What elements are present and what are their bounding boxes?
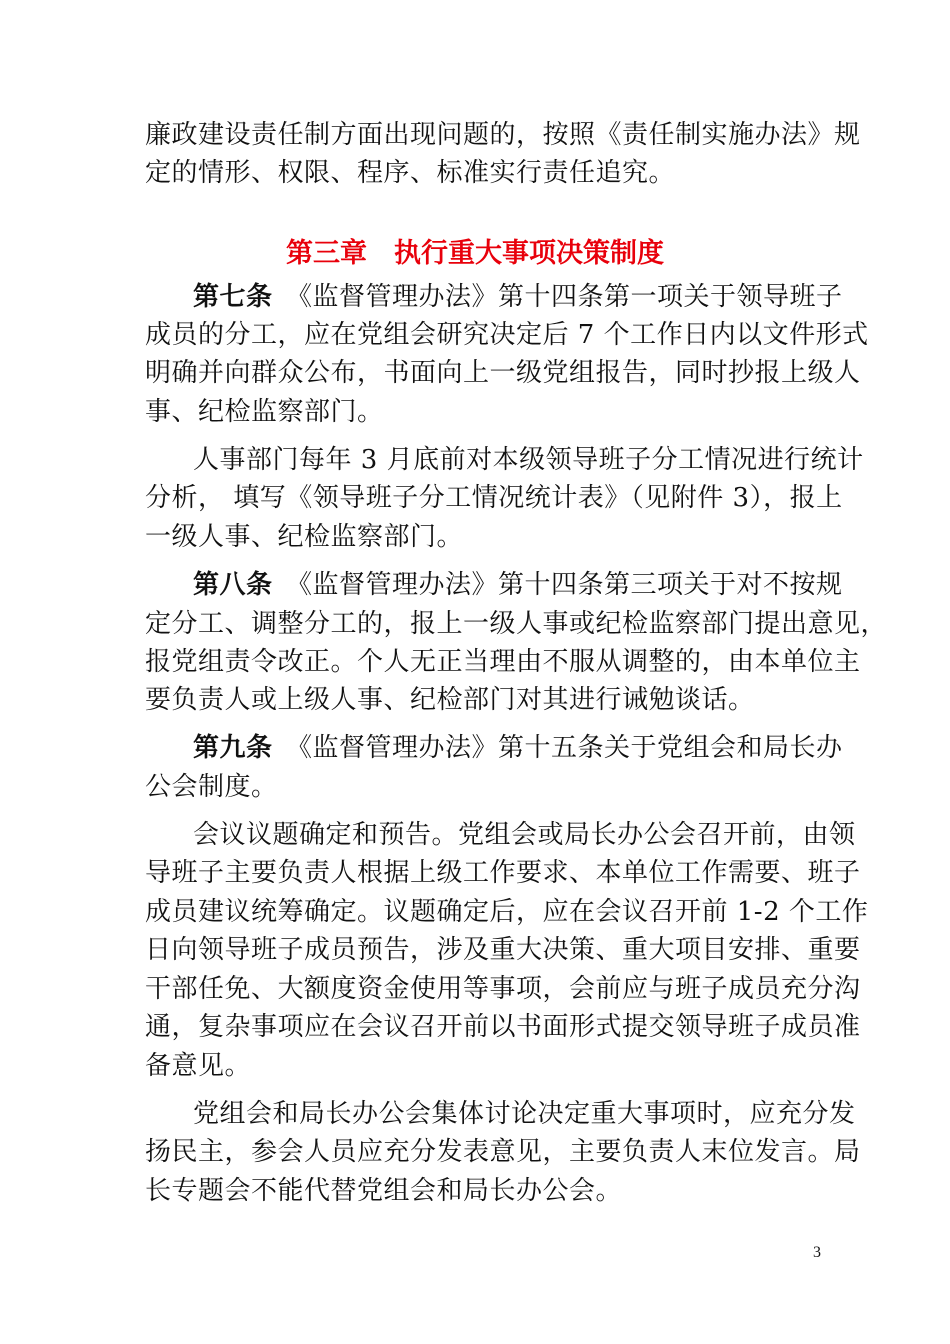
chapter-title: 第三章 执行重大事项决策制度: [286, 238, 664, 269]
article-7-first-line: [193, 278, 843, 316]
intro-line-2: 定的情形、权限、程序、标准实行责任追究。: [145, 158, 676, 188]
article-9-para3-line-2: 扬民主，参会人员应充分发表意见，主要负责人末位发言。局: [145, 1137, 861, 1167]
article-9-para2-line-2: 导班子主要负责人根据上级工作要求、本单位工作需要、班子: [145, 858, 861, 888]
article-7-line-2: 成员的分工，应在党组会研究决定后 7 个工作日内以文件形式: [145, 320, 869, 350]
article-7-text: 《监督管理办法》第十四条第一项关于领导班子: [272, 282, 843, 312]
article-7-line-4: 事、纪检监察部门。: [145, 397, 384, 427]
article-7-para2-line-3: 一级人事、纪检监察部门。: [145, 522, 464, 552]
article-8-line-4: 要负责人或上级人事、纪检部门对其进行诫勉谈话。: [145, 685, 755, 715]
article-7-heading: 第七条: [193, 282, 273, 312]
intro-line-1: 廉政建设责任制方面出现问题的，按照《责任制实施办法》规: [145, 120, 861, 150]
article-9-para2-line-1: 会议议题确定和预告。党组会或局长办公会召开前，由领: [193, 820, 856, 850]
article-9-para2-line-4: 日向领导班子成员预告，涉及重大决策、重大项目安排、重要: [145, 935, 861, 965]
page-number: 3: [813, 1244, 821, 1261]
article-9-para2-line-6: 通，复杂事项应在会议召开前以书面形式提交领导班子成员准: [145, 1012, 861, 1042]
article-9-para2-line-3: 成员建议统筹确定。议题确定后，应在会议召开前 1-2 个工作: [145, 897, 869, 927]
article-9-para2-line-7: 备意见。: [145, 1051, 252, 1081]
article-8-heading: 第八条: [193, 570, 273, 600]
article-9-para3-line-3: 长专题会不能代替党组会和局长办公会。: [145, 1176, 623, 1206]
article-8-text: 《监督管理办法》第十四条第三项关于对不按规: [272, 570, 843, 600]
article-9-para3-line-1: 党组会和局长办公会集体讨论决定重大事项时，应充分发: [193, 1099, 856, 1129]
article-7-para2-line-2: 分析， 填写《领导班子分工情况统计表》（见附件 3），报上: [145, 483, 843, 513]
article-9-line-2: 公会制度。: [145, 772, 278, 802]
article-9-text: 《监督管理办法》第十五条关于党组会和局长办: [272, 733, 843, 763]
article-9-heading: 第九条: [193, 733, 273, 763]
article-8-line-2: 定分工、调整分工的，报上一级人事或纪检监察部门提出意见，: [145, 609, 888, 639]
article-7-para2-line-1: 人事部门每年 3 月底前对本级领导班子分工情况进行统计: [193, 445, 864, 475]
article-7-line-3: 明确并向群众公布，书面向上一级党组报告，同时抄报上级人: [145, 358, 861, 388]
article-8-first-line: [193, 566, 843, 604]
article-9-para2-line-5: 干部任免、大额度资金使用等事项，会前应与班子成员充分沟: [145, 974, 861, 1004]
article-9-first-line: [193, 729, 843, 767]
article-8-line-3: 报党组责令改正。个人无正当理由不服从调整的，由本单位主: [145, 647, 861, 677]
